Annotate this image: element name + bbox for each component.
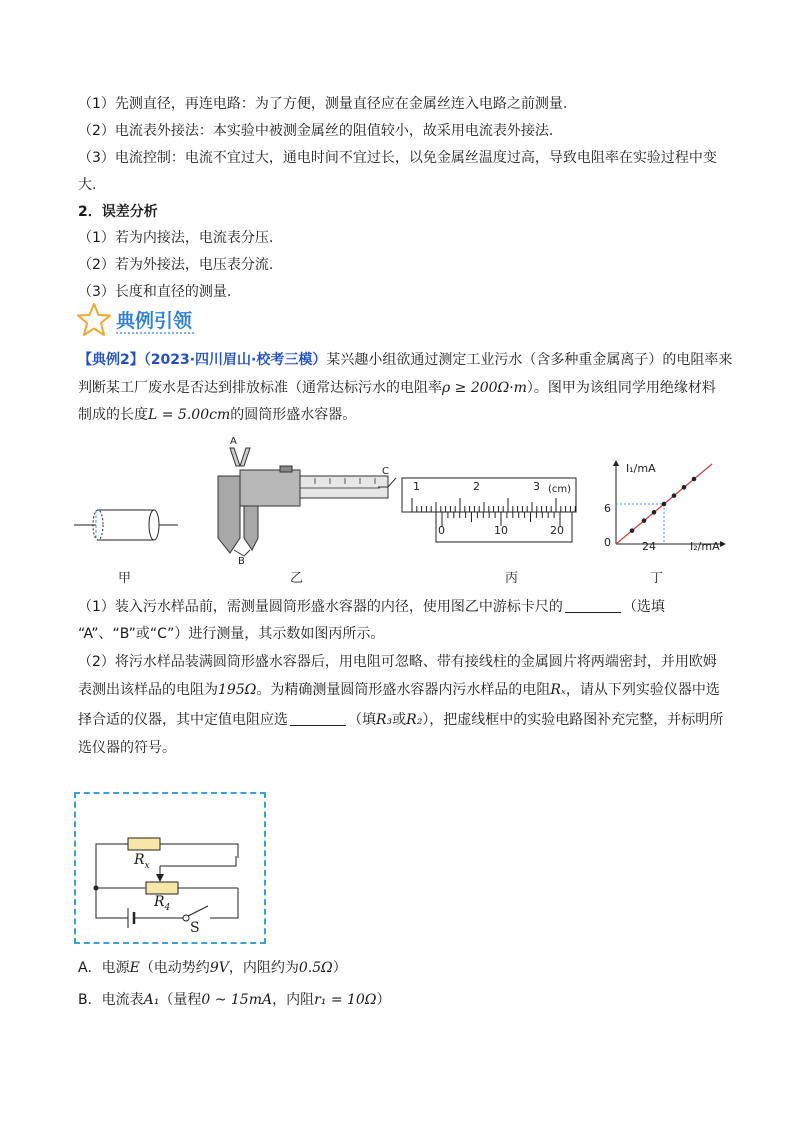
star-icon	[76, 302, 112, 338]
q2-text-6: ），把虚线框中的实验电路图补充完整，并标明所	[422, 712, 724, 728]
option-b-text-2: ，内阻	[272, 992, 315, 1008]
vernier-tick-10: 10	[494, 524, 508, 537]
q2-text-3: ，请从下列实验仪器中选	[565, 682, 720, 698]
option-a	[78, 958, 347, 978]
section-title: 典例引领	[116, 310, 193, 332]
caliper-label-c: C	[382, 466, 389, 477]
caliper-label-b: B	[238, 556, 245, 567]
resistivity-formula: ρ ≥ 200Ω·m	[442, 380, 527, 396]
scale-tick-1: 1	[413, 480, 420, 493]
note-3-line-2: 大.	[78, 177, 97, 193]
error-1: （1）若为内接法，电流表分压.	[78, 230, 274, 246]
example-tag: 【典例2】	[78, 352, 144, 368]
example-source: （2023·四川眉山·校考三模）	[143, 352, 327, 368]
graph-ytick: 6	[604, 502, 611, 515]
ammeter-resistance: r₁ = 10Ω	[314, 992, 377, 1008]
note-2: （2）电流表外接法：本实验中被测金属丝的阻值较小，故采用电流表外接法.	[78, 123, 554, 139]
data-point	[630, 528, 635, 533]
switch-label: S	[190, 920, 200, 936]
error-analysis-heading: 2．误差分析	[78, 204, 158, 220]
example-line-2	[78, 378, 716, 398]
ammeter-range: 0 ~ 15mA	[201, 992, 273, 1008]
answer-blank-2[interactable]	[290, 711, 346, 726]
question-2-line-3	[78, 710, 723, 730]
example-line-3	[78, 405, 356, 425]
section-header	[76, 298, 196, 338]
graph-ylabel: I₁/mA	[626, 462, 656, 475]
question-2-line-4: 选仪器的符号。	[78, 740, 176, 756]
figure-yi-caliper	[200, 438, 400, 568]
graph-xtick: 24	[642, 540, 656, 553]
circuit-diagram	[76, 794, 264, 942]
rx-label: $R_x$	[134, 852, 150, 871]
data-point	[662, 502, 667, 507]
data-point	[672, 493, 677, 498]
example-text-1: 某兴趣小组欲通过测定工业污水（含多种重金属离子）的电阻率来	[326, 352, 733, 368]
data-point	[692, 477, 697, 482]
option-a-close: ）	[332, 960, 347, 976]
q2-text-4: 择合适的仪器，其中定值电阻应选	[78, 712, 288, 728]
caption-yi: 乙	[290, 571, 304, 586]
error-2: （2）若为外接法，电压表分流.	[78, 257, 274, 273]
question-1-line-1	[78, 597, 665, 617]
example-text-2a: 判断某工厂废水是否达到排放标准（通常达标污水的电阻率	[78, 380, 442, 396]
graph-xlabel: I₂/mA	[690, 540, 720, 553]
option-a-label: A．电源	[78, 960, 130, 976]
caption-ding: 丁	[650, 571, 664, 586]
option-a-text-2: ，内阻约为	[228, 960, 299, 976]
example-text-3b: 的圆筒形盛水容器。	[230, 407, 357, 423]
question-1-select: （选填	[622, 599, 665, 615]
example-text-3a: 制成的长度	[78, 407, 148, 423]
question-1-text: （1）装入污水样品前，需测量圆筒形盛水容器的内径，使用图乙中游标卡尺的	[78, 599, 563, 615]
data-point	[682, 485, 687, 490]
option-b-label: B．电流表	[78, 992, 144, 1008]
figure-jia-cylinder	[74, 500, 184, 550]
graph-origin: 0	[604, 536, 611, 549]
vernier-tick-20: 20	[550, 524, 564, 537]
r3-symbol: R₃	[376, 712, 393, 728]
r2-symbol: R₂	[406, 712, 423, 728]
ammeter-symbol: A₁	[143, 992, 160, 1008]
error-3: （3）长度和直径的测量.	[78, 284, 232, 300]
section-underline	[116, 332, 194, 334]
question-2-line-2	[78, 680, 720, 700]
emf-symbol: E	[129, 960, 140, 976]
answer-blank-1[interactable]	[565, 598, 621, 613]
example-line-1	[78, 350, 732, 370]
data-point	[652, 510, 657, 515]
option-b-close: ）	[376, 992, 391, 1008]
r4-label: $R_4$	[154, 894, 171, 913]
length-formula: L = 5.00cm	[148, 407, 231, 423]
circuit-dashed-frame[interactable]	[74, 792, 266, 944]
scale-tick-2: 2	[473, 480, 480, 493]
ohm-reading: 195Ω	[218, 682, 257, 698]
question-1-line-2: “A”、“B”或“C”）进行测量，其示数如图丙所示。	[78, 626, 385, 642]
example-text-2b: ）。图甲为该组同学用绝缘材料	[526, 380, 716, 396]
scale-tick-3: 3	[533, 480, 540, 493]
note-1: （1）先测直径，再连电路：为了方便，测量直径应在金属丝连入电路之前测量.	[78, 96, 568, 112]
caliper-label-a: A	[230, 436, 237, 447]
option-b	[78, 990, 390, 1010]
question-2-line-1: （2）将污水样品装满圆筒形盛水容器后，用电阻可忽略、带有接线柱的金属圆片将两端密封，并用欧姆	[78, 654, 717, 670]
option-a-text-1: （电动势约	[139, 960, 210, 976]
note-3-line-1: （3）电流控制：电流不宜过大，通电时间不宜过长，以免金属丝温度过高，导致电阻率在实验过程中变	[78, 150, 717, 166]
q2-text-2: 。为精确测量圆筒形盛水容器内污水样品的电阻	[256, 682, 551, 698]
rx-symbol: Rₓ	[550, 682, 566, 698]
q2-or: 或	[392, 712, 407, 728]
q2-text-5: （填	[348, 712, 376, 728]
q2-text-1: 表测出该样品的电阻为	[78, 682, 218, 698]
vernier-tick-0: 0	[438, 524, 445, 537]
data-point	[642, 518, 647, 523]
caption-bing: 丙	[505, 571, 519, 586]
emf-value: 9V	[209, 960, 229, 976]
option-b-text-1: （量程	[159, 992, 202, 1008]
caption-jia: 甲	[118, 571, 132, 586]
scale-unit: (cm)	[548, 484, 572, 495]
internal-resistance-value: 0.5Ω	[298, 960, 333, 976]
